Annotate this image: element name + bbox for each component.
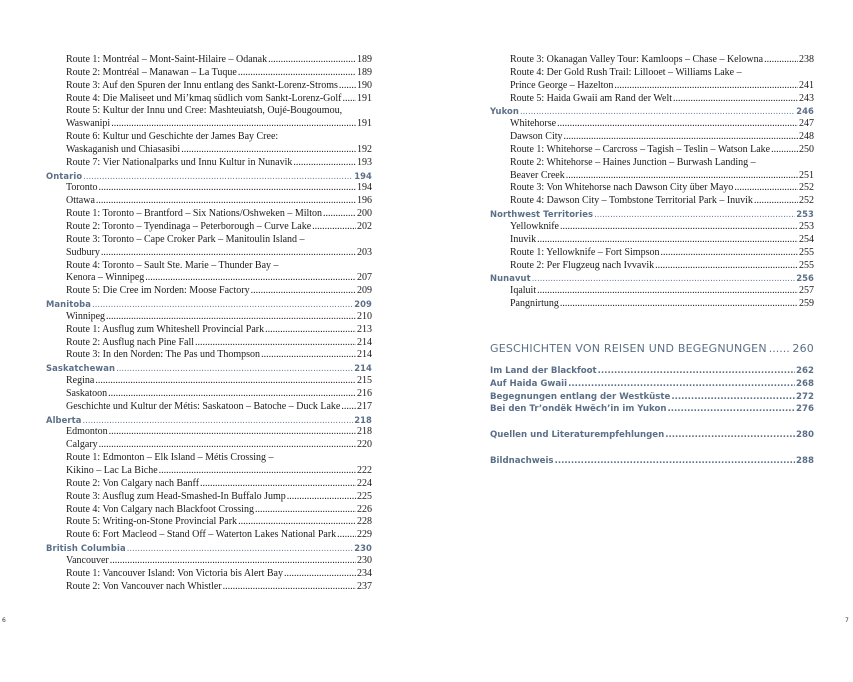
toc-entry-title: Route 1: Toronto – Brantford – Six Nations/Oshweken – Milton xyxy=(66,208,323,220)
toc-entry-title: Ottawa xyxy=(66,195,95,207)
leader-dots xyxy=(771,144,798,157)
toc-entry-title: Route 4: Der Gold Rush Trail: Lillooet – Williams Lake – xyxy=(510,66,742,78)
leader-dots xyxy=(83,414,354,427)
leader-dots xyxy=(108,388,356,401)
toc-entry-route[interactable] xyxy=(46,478,372,491)
toc-entry-title: Route 3: Auf den Spuren der Innu entlang des Sankt-Lorenz-Stroms xyxy=(66,79,338,91)
toc-entry-route[interactable] xyxy=(490,170,814,183)
toc-entry-title: Route 2: Von Vancouver nach Whistler xyxy=(66,580,222,592)
toc-entry-page: 220 xyxy=(357,439,372,451)
toc-entry-page: 189 xyxy=(357,66,372,78)
toc-entry-title: Bei den Tr’ondëk Hwëch’in im Yukon xyxy=(490,404,667,415)
toc-entry-title: Route 2: Toronto – Tyendinaga – Peterborough – Curve Lake xyxy=(66,220,312,232)
toc-entry-city[interactable] xyxy=(490,285,814,298)
toc-entry-title: Route 3: Okanagan Valley Tour: Kamloops – Chase – Kelowna xyxy=(510,54,764,65)
toc-entry-region[interactable] xyxy=(490,105,814,118)
toc-entry-cont[interactable] xyxy=(46,105,372,118)
toc-entry-title: Geschichte und Kultur der Métis: Saskatoon – Batoche – Duck Lake xyxy=(66,400,341,412)
toc-entry-title: Route 1: Whitehorse – Carcross – Tagish – Teslin – Watson Lake xyxy=(510,143,771,155)
toc-right-column xyxy=(490,54,814,468)
toc-entry-route[interactable] xyxy=(490,247,814,260)
toc-entry-region[interactable] xyxy=(490,272,814,285)
section-title-page: 260 xyxy=(792,341,814,355)
toc-entry-title: Vancouver xyxy=(66,554,109,566)
sources-title: Quellen und Literaturempfehlungen xyxy=(490,430,665,441)
leader-dots xyxy=(145,272,356,285)
toc-entry-route[interactable] xyxy=(46,465,372,478)
toc-entry-title: Im Land der Blackfoot xyxy=(490,365,597,376)
toc-entry-page: 189 xyxy=(357,54,372,65)
toc-entry-title: Beaver Creek xyxy=(510,169,565,181)
toc-entry-title: Route 5: Haida Gwaii am Rand der Welt xyxy=(510,92,673,104)
leader-dots xyxy=(287,491,356,504)
toc-entry-title: Alberta xyxy=(46,414,82,425)
toc-entry-region[interactable] xyxy=(46,362,372,375)
toc-entry-region[interactable] xyxy=(46,170,372,183)
toc-entry-city[interactable] xyxy=(490,298,814,311)
toc-entry-title: Auf Haida Gwaii xyxy=(490,378,568,389)
toc-entry-page: 255 xyxy=(799,246,814,258)
leader-dots xyxy=(110,555,356,568)
leader-dots xyxy=(195,337,356,350)
toc-entry-page: 224 xyxy=(357,477,372,489)
toc-credits-entry[interactable] xyxy=(490,455,814,468)
leader-dots xyxy=(520,105,795,118)
toc-entry-story[interactable] xyxy=(490,403,814,416)
toc-entry-title: Route 2: Per Flugzeug nach Ivvavik xyxy=(510,259,655,271)
toc-entry-page: 217 xyxy=(357,400,372,412)
toc-entry-page: 222 xyxy=(357,465,372,476)
credits-title: Bildnachweis xyxy=(490,456,554,467)
credits-page: 288 xyxy=(796,456,814,467)
toc-entry-region[interactable] xyxy=(490,208,814,221)
leader-dots xyxy=(83,170,353,183)
toc-left-column xyxy=(46,54,372,593)
leader-dots xyxy=(159,465,356,478)
toc-entry-title: Route 3: Von Whitehorse nach Dawson City über Mayo xyxy=(510,182,734,194)
toc-entry-page: 246 xyxy=(796,106,814,117)
toc-entry-route[interactable] xyxy=(46,491,372,504)
toc-entry-title: Yellowknife xyxy=(510,220,559,232)
leader-dots xyxy=(127,542,354,555)
toc-entry-title: Calgary xyxy=(66,439,98,451)
leader-dots xyxy=(343,93,356,106)
toc-entry-page: 194 xyxy=(354,170,372,181)
leader-dots xyxy=(251,285,356,298)
leader-dots xyxy=(668,403,796,416)
toc-entry-route[interactable] xyxy=(46,568,372,581)
toc-entry-region[interactable] xyxy=(46,414,372,427)
toc-entry-story[interactable] xyxy=(490,365,814,378)
toc-entry-page: 241 xyxy=(799,79,814,91)
leader-dots xyxy=(111,118,356,131)
toc-entry-page: 190 xyxy=(357,79,372,91)
toc-entry-page: 209 xyxy=(354,299,372,310)
toc-entry-route[interactable] xyxy=(490,93,814,106)
toc-entry-page: 218 xyxy=(354,414,372,425)
leader-dots xyxy=(261,349,356,362)
toc-entry-page: 200 xyxy=(357,208,372,220)
toc-entry-title: Waskaganish und Chiasasibi xyxy=(66,143,181,155)
toc-entry-title: Ontario xyxy=(46,170,83,181)
toc-entry-cont[interactable] xyxy=(490,67,814,80)
toc-entry-route[interactable] xyxy=(46,93,372,106)
toc-entry-city[interactable] xyxy=(46,426,372,439)
toc-entry-title: Route 5: Writing-on-Stone Provincial Park xyxy=(66,516,238,528)
leader-dots xyxy=(655,260,798,273)
toc-entry-route[interactable] xyxy=(46,157,372,170)
leader-dots xyxy=(537,234,798,247)
toc-entry-page: 191 xyxy=(357,118,372,130)
toc-entry-page: 255 xyxy=(799,259,814,271)
toc-entry-region[interactable] xyxy=(46,298,372,311)
toc-entry-route[interactable] xyxy=(46,516,372,529)
toc-entry-title: Route 7: Vier Nationalparks und Innu Kultur in Nunavik xyxy=(66,156,293,168)
leader-dots xyxy=(293,157,356,170)
leader-dots xyxy=(96,195,356,208)
toc-entry-title: Route 4: Die Maliseet und Mi’kmaq südlich vom Sankt-Lorenz-Golf xyxy=(66,92,342,104)
toc-entry-page: 243 xyxy=(799,92,814,104)
toc-entry-title: Yukon xyxy=(490,106,519,117)
toc-entry-title: Dawson City xyxy=(510,131,563,143)
leader-dots xyxy=(594,208,795,221)
leader-dots xyxy=(341,401,356,414)
toc-entry-title: Route 4: Dawson City – Tombstone Territorial Park – Inuvik xyxy=(510,195,753,207)
toc-entry-page: 238 xyxy=(799,54,814,65)
leader-dots xyxy=(200,478,356,491)
toc-entry-page: 272 xyxy=(796,391,814,402)
toc-entry-page: 228 xyxy=(357,516,372,528)
page-number-right: 7 xyxy=(845,617,849,624)
toc-entry-title: Route 5: Kultur der Innu und Cree: Mashteuiatsh, Oujé-Bougoumou, xyxy=(66,105,343,117)
toc-entry-title: Route 1: Ausflug zum Whiteshell Provincial Park xyxy=(66,323,265,335)
toc-entry-route[interactable] xyxy=(46,144,372,157)
toc-entry-cont[interactable] xyxy=(46,234,372,247)
toc-entry-title: Waswanipi xyxy=(66,118,111,130)
toc-entry-region[interactable] xyxy=(46,542,372,555)
toc-entry-route[interactable] xyxy=(46,581,372,594)
leader-dots xyxy=(614,80,798,93)
toc-entry-page: 257 xyxy=(799,285,814,297)
toc-entry-route[interactable] xyxy=(490,195,814,208)
toc-right-list xyxy=(490,54,814,311)
toc-entry-title: Nunavut xyxy=(490,273,531,284)
toc-entry-city[interactable] xyxy=(490,118,814,131)
toc-entry-city[interactable] xyxy=(46,388,372,401)
leader-dots xyxy=(339,80,356,93)
toc-entry-page: 253 xyxy=(796,209,814,220)
toc-entry-page: 216 xyxy=(357,387,372,399)
toc-entry-page: 262 xyxy=(796,365,814,376)
leader-dots xyxy=(598,365,795,378)
toc-entry-page: 252 xyxy=(799,182,814,194)
toc-entry-title: Sudbury xyxy=(66,246,100,258)
toc-entry-route[interactable] xyxy=(46,208,372,221)
leader-dots xyxy=(106,311,356,324)
toc-entry-title: Saskatoon xyxy=(66,387,108,399)
toc-entry-page: 214 xyxy=(354,363,372,374)
leader-dots xyxy=(268,54,356,67)
sources-page: 280 xyxy=(796,430,814,441)
toc-entry-title: Prince George – Hazelton xyxy=(510,79,614,91)
leader-dots xyxy=(564,131,799,144)
toc-entry-city[interactable] xyxy=(490,221,814,234)
toc-entry-title: Northwest Territories xyxy=(490,209,594,220)
leader-dots xyxy=(99,182,356,195)
toc-entry-route[interactable] xyxy=(46,529,372,542)
toc-entry-title: Kikino – Lac La Biche xyxy=(66,465,158,476)
toc-entry-title: Kenora – Winnipeg xyxy=(66,272,145,284)
toc-entry-page: 196 xyxy=(357,195,372,207)
toc-entry-title: Toronto xyxy=(66,182,98,194)
toc-entry-title: Route 6: Fort Macleod – Stand Off – Waterton Lakes National Park xyxy=(66,529,337,541)
toc-entry-title: Route 1: Vancouver Island: Von Victoria bis Alert Bay xyxy=(66,567,283,579)
toc-entry-city[interactable] xyxy=(46,375,372,388)
toc-entry-page: 253 xyxy=(799,220,814,232)
toc-entry-city[interactable] xyxy=(46,182,372,195)
toc-entry-story[interactable] xyxy=(490,378,814,391)
leader-dots xyxy=(238,67,356,80)
toc-entry-title: Route 2: Whitehorse – Haines Junction – Burwash Landing – xyxy=(510,156,756,168)
toc-entry-page: 225 xyxy=(357,490,372,502)
leader-dots xyxy=(92,298,353,311)
leader-dots xyxy=(560,221,798,234)
leader-dots xyxy=(532,272,795,285)
leader-dots xyxy=(99,439,356,452)
toc-entry-page: 248 xyxy=(799,131,814,143)
toc-entry-route[interactable] xyxy=(46,247,372,260)
page-number-left: 6 xyxy=(2,617,6,624)
leader-dots xyxy=(181,144,356,157)
toc-entry-title: Route 1: Edmonton – Elk Island – Métis Crossing – xyxy=(66,452,274,464)
toc-entry-route[interactable] xyxy=(490,260,814,273)
leader-dots xyxy=(238,516,356,529)
toc-entry-route[interactable] xyxy=(46,118,372,131)
toc-entry-route[interactable] xyxy=(46,285,372,298)
toc-entry-cont[interactable] xyxy=(46,260,372,273)
leader-dots xyxy=(560,298,798,311)
toc-entry-route[interactable] xyxy=(46,67,372,80)
toc-entry-cont[interactable] xyxy=(46,131,372,144)
leader-dots xyxy=(284,568,356,581)
toc-entry-cont[interactable] xyxy=(46,452,372,465)
toc-entry-page: 192 xyxy=(357,143,372,155)
toc-entry-title: Route 2: Montréal – Manawan – La Tuque xyxy=(66,66,237,78)
toc-entry-title: Route 1: Yellowknife – Fort Simpson xyxy=(510,246,660,258)
toc-entry-title: British Columbia xyxy=(46,543,126,554)
toc-entry-city[interactable] xyxy=(46,555,372,568)
toc-entry-route[interactable] xyxy=(46,221,372,234)
toc-entry-page: 250 xyxy=(799,143,814,155)
leader-dots xyxy=(265,324,356,337)
toc-entry-page: 202 xyxy=(357,220,372,232)
leader-dots xyxy=(255,504,356,517)
toc-entry-title: Saskatchewan xyxy=(46,363,116,374)
toc-entry-page: 276 xyxy=(796,404,814,415)
toc-entry-title: Route 2: Von Calgary nach Banff xyxy=(66,477,200,489)
toc-entry-title: Route 4: Toronto – Sault Ste. Marie – Thunder Bay – xyxy=(66,259,279,271)
toc-entry-page: 214 xyxy=(357,336,372,348)
leader-dots xyxy=(323,208,356,221)
toc-entry-title: Winnipeg xyxy=(66,310,106,322)
toc-entry-title: Route 3: Toronto – Cape Croker Park – Manitoulin Island – xyxy=(66,233,305,245)
toc-entry-page: 203 xyxy=(357,246,372,258)
leader-dots xyxy=(95,375,356,388)
toc-entry-page: 209 xyxy=(357,285,372,297)
stories-list xyxy=(490,365,814,416)
toc-entry-page: 237 xyxy=(357,580,372,592)
toc-entry-route[interactable] xyxy=(46,401,372,414)
toc-entry-title: Begegnungen entlang der Westküste xyxy=(490,391,671,402)
leader-dots xyxy=(537,285,798,298)
toc-entry-city[interactable] xyxy=(490,131,814,144)
toc-entry-story[interactable] xyxy=(490,391,814,404)
toc-entry-city[interactable] xyxy=(490,234,814,247)
toc-entry-page: 226 xyxy=(357,503,372,515)
leader-dots xyxy=(671,391,795,404)
toc-entry-page: 230 xyxy=(354,543,372,554)
leader-dots xyxy=(568,378,795,391)
toc-entry-page: 252 xyxy=(799,195,814,207)
toc-entry-title: Route 3: In den Norden: The Pas und Thompson xyxy=(66,349,261,361)
leader-dots xyxy=(101,247,356,260)
toc-entry-page: 229 xyxy=(357,529,372,541)
toc-entry-page: 218 xyxy=(357,426,372,438)
toc-entry-title: Regina xyxy=(66,375,95,387)
toc-entry-route[interactable] xyxy=(46,337,372,350)
toc-entry-page: 213 xyxy=(357,323,372,335)
toc-entry-page: 230 xyxy=(357,554,372,566)
leader-dots xyxy=(754,195,798,208)
toc-entry-page: 247 xyxy=(799,118,814,130)
toc-entry-route[interactable] xyxy=(490,182,814,195)
toc-entry-title: Edmonton xyxy=(66,426,108,438)
toc-entry-route[interactable] xyxy=(490,54,814,67)
leader-dots xyxy=(660,247,798,260)
toc-entry-title: Route 5: Die Cree im Norden: Moose Factory xyxy=(66,285,250,297)
toc-entry-route[interactable] xyxy=(490,80,814,93)
toc-entry-title: Manitoba xyxy=(46,299,92,310)
leader-dots xyxy=(337,529,356,542)
toc-entry-route[interactable] xyxy=(46,272,372,285)
toc-entry-title: Route 4: Von Calgary nach Blackfoot Crossing xyxy=(66,503,254,515)
toc-entry-route[interactable] xyxy=(46,54,372,67)
toc-section-title[interactable] xyxy=(490,341,814,357)
toc-entry-page: 256 xyxy=(796,273,814,284)
leader-dots xyxy=(557,118,798,131)
leader-dots xyxy=(566,170,798,183)
toc-entry-page: 254 xyxy=(799,233,814,245)
leader-dots xyxy=(673,93,798,106)
toc-sources-entry[interactable] xyxy=(490,429,814,442)
toc-entry-page: 194 xyxy=(357,182,372,194)
section-title-text: GESCHICHTEN VON REISEN UND BEGEGNUNGEN xyxy=(490,341,767,355)
toc-entry-page: 214 xyxy=(357,349,372,361)
toc-entry-route[interactable] xyxy=(46,504,372,517)
toc-entry-page: 191 xyxy=(357,92,372,104)
toc-entry-city[interactable] xyxy=(46,439,372,452)
leader-dots xyxy=(312,221,356,234)
toc-entry-route[interactable] xyxy=(46,80,372,93)
toc-entry-page: 268 xyxy=(796,378,814,389)
toc-entry-page: 251 xyxy=(799,169,814,181)
toc-entry-page: 207 xyxy=(357,272,372,284)
toc-entry-route[interactable] xyxy=(46,349,372,362)
toc-entry-title: Iqaluit xyxy=(510,285,537,297)
leader-dots xyxy=(764,54,798,67)
leader-dots xyxy=(116,362,353,375)
toc-entry-cont[interactable] xyxy=(490,157,814,170)
toc-entry-route[interactable] xyxy=(490,144,814,157)
leader-dots xyxy=(109,426,356,439)
toc-entry-page: 210 xyxy=(357,310,372,322)
toc-entry-title: Route 3: Ausflug zum Head-Smashed-In Buffalo Jump xyxy=(66,490,286,502)
toc-entry-city[interactable] xyxy=(46,195,372,208)
toc-entry-page: 234 xyxy=(357,567,372,579)
toc-entry-title: Inuvik xyxy=(510,233,537,245)
toc-entry-page: 259 xyxy=(799,298,814,310)
toc-entry-route[interactable] xyxy=(46,324,372,337)
toc-entry-page: 193 xyxy=(357,156,372,168)
leader-dots xyxy=(223,581,356,594)
toc-entry-title: Pangnirtung xyxy=(510,298,559,310)
toc-entry-title: Whitehorse xyxy=(510,118,557,130)
leader-dots xyxy=(734,182,798,195)
toc-entry-page: 215 xyxy=(357,375,372,387)
toc-entry-title: Route 2: Ausflug nach Pine Fall xyxy=(66,336,195,348)
toc-entry-city[interactable] xyxy=(46,311,372,324)
toc-entry-title: Route 6: Kultur und Geschichte der James Bay Cree: xyxy=(66,131,279,143)
toc-entry-title: Route 1: Montréal – Mont-Saint-Hilaire – Odanak xyxy=(66,54,268,65)
